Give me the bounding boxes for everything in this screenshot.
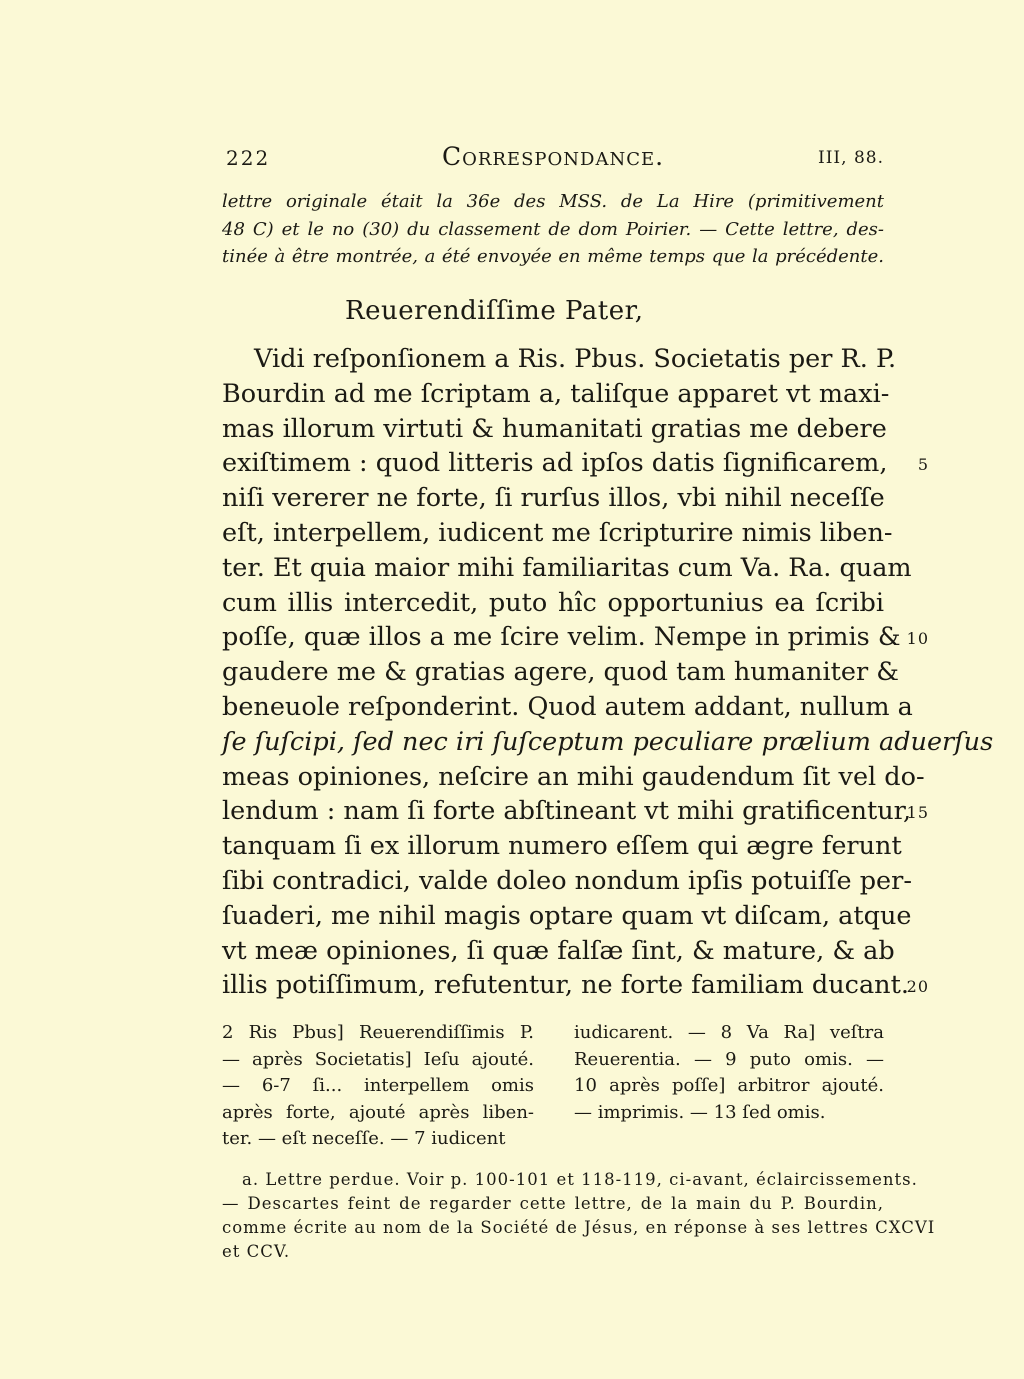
letter-line: cum illis intercedit, puto hîc opportunius ea ſcribi [222, 587, 884, 618]
apparatus-line: — 6-7 ſi... interpellem omis [222, 1075, 534, 1096]
letter-line: ſibi contradici, valde doleo nondum ipſis potuiſſe per- [222, 865, 912, 896]
letter-line: gaudere me & gratias agere, quod tam humaniter & [222, 657, 899, 688]
letter-line-text: exiſtimem : quod litteris ad ipſos datis ſignificarem, [222, 448, 888, 479]
apparatus-column-right [574, 1020, 884, 1126]
editorial-introduction [222, 188, 884, 271]
apparatus-line: 10 après poſſe] arbitror ajouté. [574, 1075, 884, 1096]
letter-line: mas illorum virtuti & humanitati gratias me debere [222, 413, 887, 444]
apparatus-line: ter. — eſt neceſſe. — 7 iudicent [222, 1128, 506, 1149]
letter-line [222, 446, 929, 481]
letter-line: tanquam ſi ex illorum numero eſſem qui ægre ferunt [222, 831, 902, 862]
footnote-line: — Descartes feint de regarder cette lettre, de la main du P. Bourdin, [222, 1194, 884, 1213]
letter-line: ſe ſuſcipi, ſed nec iri ſuſceptum peculiare prælium aduerſus [222, 726, 994, 757]
letter-line: Vidi reſponſionem a Ris. Pbus. Societatis per R. P. [254, 344, 897, 374]
letter-line [222, 794, 929, 829]
line-number: 10 [906, 629, 929, 649]
footnote-line: comme écrite au nom de la Société de Jésus, en réponse à ses lettres CXCVI [222, 1218, 936, 1237]
section-number: III, 88. [818, 148, 884, 168]
letter-line: ſuaderi, me nihil magis optare quam vt diſcam, atque [222, 900, 912, 931]
apparatus-line: — imprimis. — 13 ſed omis. [574, 1101, 826, 1123]
apparatus-line: après forte, ajouté après liben- [222, 1101, 534, 1123]
letter-line: niſi vererer ne forte, ſi rurſus illos, vbi nihil neceſſe [222, 483, 885, 514]
intro-line: tinée à être montrée, a été envoyée en même temps que la précédente. [222, 246, 884, 267]
page-number: 222 [226, 146, 271, 170]
letter-line: vt meæ opiniones, ſi quæ falſæ ſint, & mature, & ab [222, 935, 895, 966]
letter-line-text: poſſe, quæ illos a me ſcire velim. Nempe in primis & [222, 622, 901, 653]
apparatus-column-left [222, 1020, 534, 1153]
letter-line [222, 968, 929, 1003]
line-number: 5 [917, 455, 929, 475]
line-number: 15 [906, 803, 929, 823]
letter-line-text: illis potiſſimum, refutentur, ne forte familiam ducant. [222, 970, 909, 1001]
letter-line: meas opiniones, neſcire an mihi gaudendum ſit vel do- [222, 761, 925, 792]
running-title: Correspondance. [441, 142, 665, 171]
letter-line: eſt, interpellem, iudicent me ſcripturire nimis liben- [222, 517, 893, 548]
line-number: 20 [906, 977, 929, 997]
footnote-line: et CCV. [222, 1242, 291, 1261]
letter-line-text: lendum : nam ſi forte abſtineant vt mihi gratificentur, [222, 796, 912, 827]
running-header [222, 142, 884, 176]
salutation: Reuerendiſſime Pater, [345, 296, 644, 326]
apparatus-line: — après Societatis] Ieſu ajouté. [222, 1048, 534, 1070]
letter-body [222, 342, 994, 1003]
apparatus-line: 2 Ris Pbus] Reuerendiſſimis P. [222, 1022, 534, 1043]
footnote [222, 1168, 936, 1264]
apparatus-line: Reuerentia. — 9 puto omis. — [574, 1048, 884, 1070]
footnote-line: a. Lettre perdue. Voir p. 100-101 et 118-119, ci-avant, éclaircissements. [242, 1170, 918, 1189]
letter-line: beneuole reſponderint. Quod autem addant, nullum a [222, 691, 913, 722]
apparatus-line: iudicarent. — 8 Va Ra] veſtra [574, 1022, 884, 1043]
intro-line: lettre originale était la 36e des MSS. de La Hire (primitivement [222, 191, 884, 212]
intro-line: 48 C) et le no (30) du classement de dom Poirier. — Cette lettre, des- [222, 218, 884, 240]
letter-line: Bourdin ad me ſcriptam a, taliſque apparet vt maxi- [222, 378, 890, 409]
letter-line [222, 620, 929, 655]
letter-line: ter. Et quia maior mihi familiaritas cum Va. Ra. quam [222, 552, 912, 583]
